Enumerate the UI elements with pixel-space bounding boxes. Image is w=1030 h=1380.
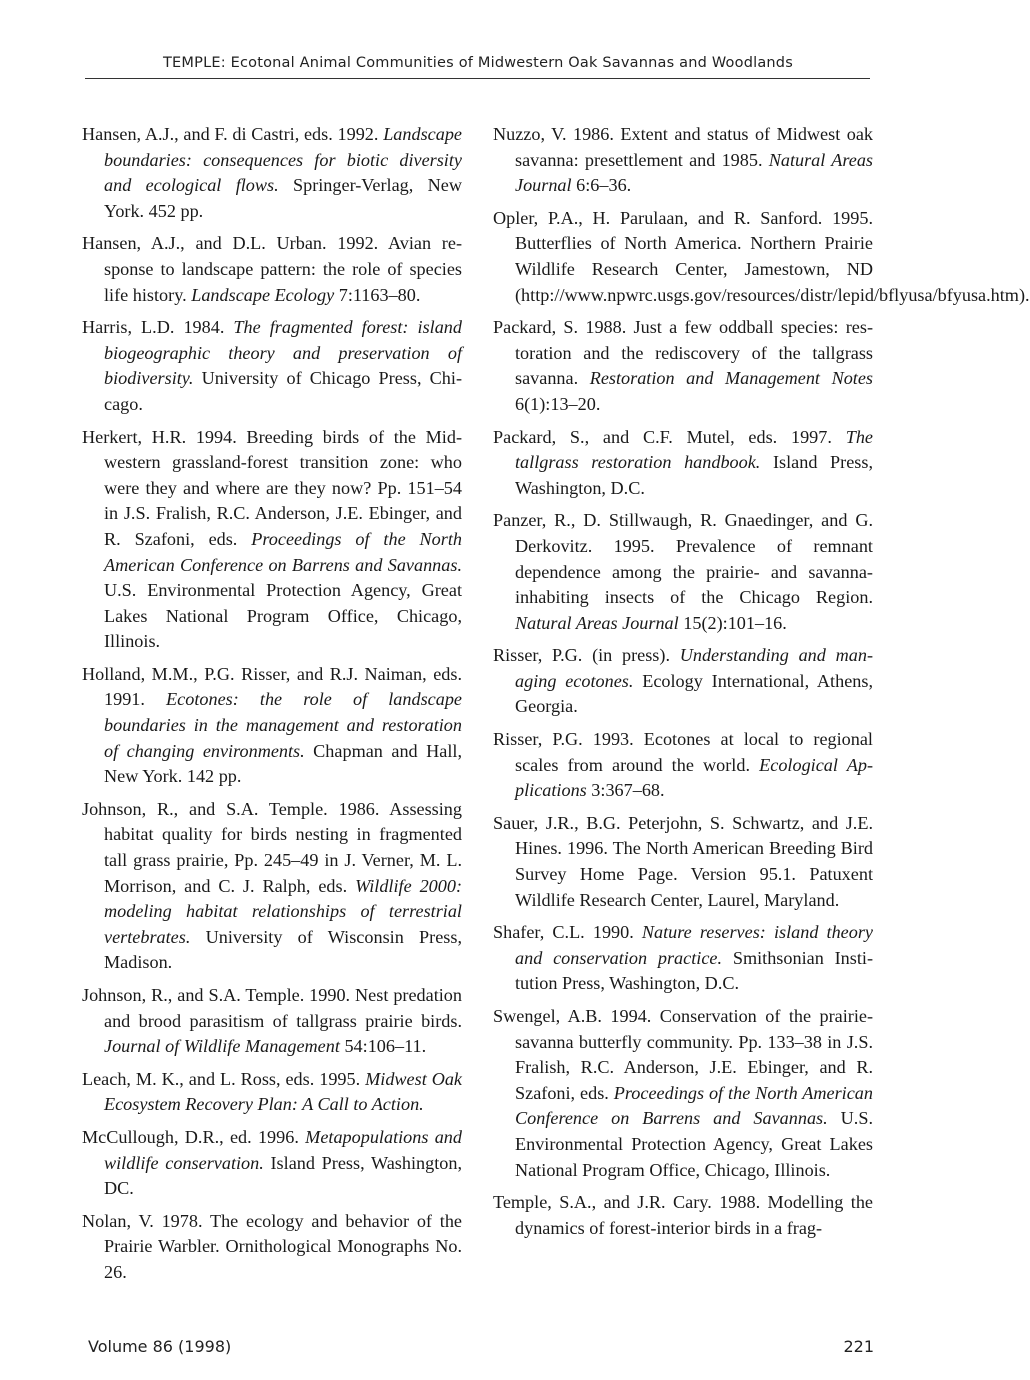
reference-entry: Leach, M. K., and L. Ross, eds. 1995. Midwest Oak Ecosystem Recovery Plan: A Call to Action. xyxy=(82,1068,462,1115)
reference-entry: Johnson, R., and S.A. Temple. 1986. Assessing habitat quality for birds nesting in fragmented tall grass prairie, Pp. 245–49 in J. Verner, M. L. Morrison, and C. J. Ralph, eds. Wildlife 2000: modeling habitat relationships of terrestrial vertebrates. University of Wisconsin Press, Madison. xyxy=(82,798,463,973)
reference-entry: Risser, P.G. 1993. Ecotones at local to regional scales from around the world. Ecological Applications 3:367–68. xyxy=(493,729,873,801)
page-number: 221 xyxy=(843,1337,874,1356)
reference-entry: Packard, S. 1988. Just a few oddball species: restoration and the rediscovery of the tallgrass savanna. Restoration and Management Notes 6(1):13–20. xyxy=(493,317,873,414)
reference-entry: Nuzzo, V. 1986. Extent and status of Midwest oak savanna: presettlement and 1985. Natural Areas Journal 6:6–36. xyxy=(493,124,873,196)
reference-entry: Temple, S.A., and J.R. Cary. 1988. Modelling the dynamics of forest-interior birds in a frag- xyxy=(493,1192,873,1238)
reference-entry: McCullough, D.R., ed. 1996. Metapopulations and wildlife conservation. Island Press, Washington, DC. xyxy=(82,1126,462,1199)
reference-entry: Nolan, V. 1978. The ecology and behavior of the Prairie Warbler. Ornithological Monographs No. 26. xyxy=(82,1210,462,1282)
reference-entry: Swengel, A.B. 1994. Conservation of the prairie-savanna butterfly community. Pp. 133–38 in J.S. Fralish, R.C. Anderson, J.E. Ebinger, and R. Szafoni, eds. Proceedings of the North American Conference on Barrens and Savannas. U.S. Environmental Protection Agency, Great Lakes National Program Office, Chicago, Illinois. xyxy=(493,1006,873,1180)
reference-entry: Sauer, J.R., B.G. Peterjohn, S. Schwartz, and J.E. Hines. 1996. The North American Breeding Bird Survey Home Page. Version 95.1. Patuxent Wildlife Research Center, Laurel, Maryland. xyxy=(493,812,873,910)
header-rule xyxy=(85,78,870,79)
footer-volume: Volume 86 (1998) xyxy=(88,1337,232,1356)
running-head: TEMPLE: Ecotonal Animal Communities of Midwestern Oak Savannas and Woodlands xyxy=(163,55,793,71)
reference-entry: Hansen, A.J., and D.L. Urban. 1992. Avian response to landscape pattern: the role of species life history. Landscape Ecology 7:1163–80. xyxy=(82,233,462,305)
reference-entry: Holland, M.M., P.G. Risser, and R.J. Naiman, eds. 1991. Ecotones: the role of landscape boundaries in the management and restoration of changing environments. Chapman and Hall, New York. 142 pp. xyxy=(82,663,462,787)
reference-entry: Herkert, H.R. 1994. Breeding birds of the Midwestern grassland-forest transition zone: who were they and where are they now? Pp. 151–54 in J.S. Fralish, R.C. Anderson, J.E. Ebinger, and R. Szafoni, eds. Proceedings of the North American Conference on Barrens and Savannas. U.S. Environmental Protection Agency, Great Lakes National Program Office, Chicago, Illinois. xyxy=(82,426,462,652)
reference-entry: Hansen, A.J., and F. di Castri, eds. 1992. Landscape boundaries: consequences for biotic diversity and ecological flows. Springer-Verlag, New York. 452 pp. xyxy=(82,124,462,221)
reference-entry: Shafer, C.L. 1990. Nature reserves: island theory and conservation practice. Smithsonian Institution Press, Washington, D.C. xyxy=(493,922,873,994)
reference-entry: Packard, S., and C.F. Mutel, eds. 1997. The tallgrass restoration handbook. Island Press, Washington, D.C. xyxy=(493,426,873,498)
references-left-column xyxy=(82,122,462,1293)
reference-entry: Harris, L.D. 1984. The fragmented forest: island biogeographic theory and preservation of biodiversity. University of Chicago Press, Chicago. xyxy=(82,317,462,414)
reference-entry: Johnson, R., and S.A. Temple. 1990. Nest predation and brood parasitism of tallgrass prairie birds. Journal of Wildlife Management 54:106–11. xyxy=(82,985,462,1057)
references-right-column xyxy=(493,122,1030,1248)
reference-entry: Opler, P.A., H. Parulaan, and R. Sanford. 1995. Butterflies of North America. Northern Prairie Wildlife Research Center, Jamestown, ND (http://www.npwrc.usgs.gov/resources/distr/lepid/bflyusa/bfyusa.htm). xyxy=(493,207,1030,305)
reference-entry: Panzer, R., D. Stillwaugh, R. Gnaedinger, and G. Derkovitz. 1995. Prevalence of remnant dependence among the prairie- and savanna-inhabiting insects of the Chicago Region. Natural Areas Journal 15(2):101–16. xyxy=(493,510,873,633)
reference-entry: Risser, P.G. (in press). Understanding and managing ecotones. Ecology International, Athens, Georgia. xyxy=(493,645,873,717)
